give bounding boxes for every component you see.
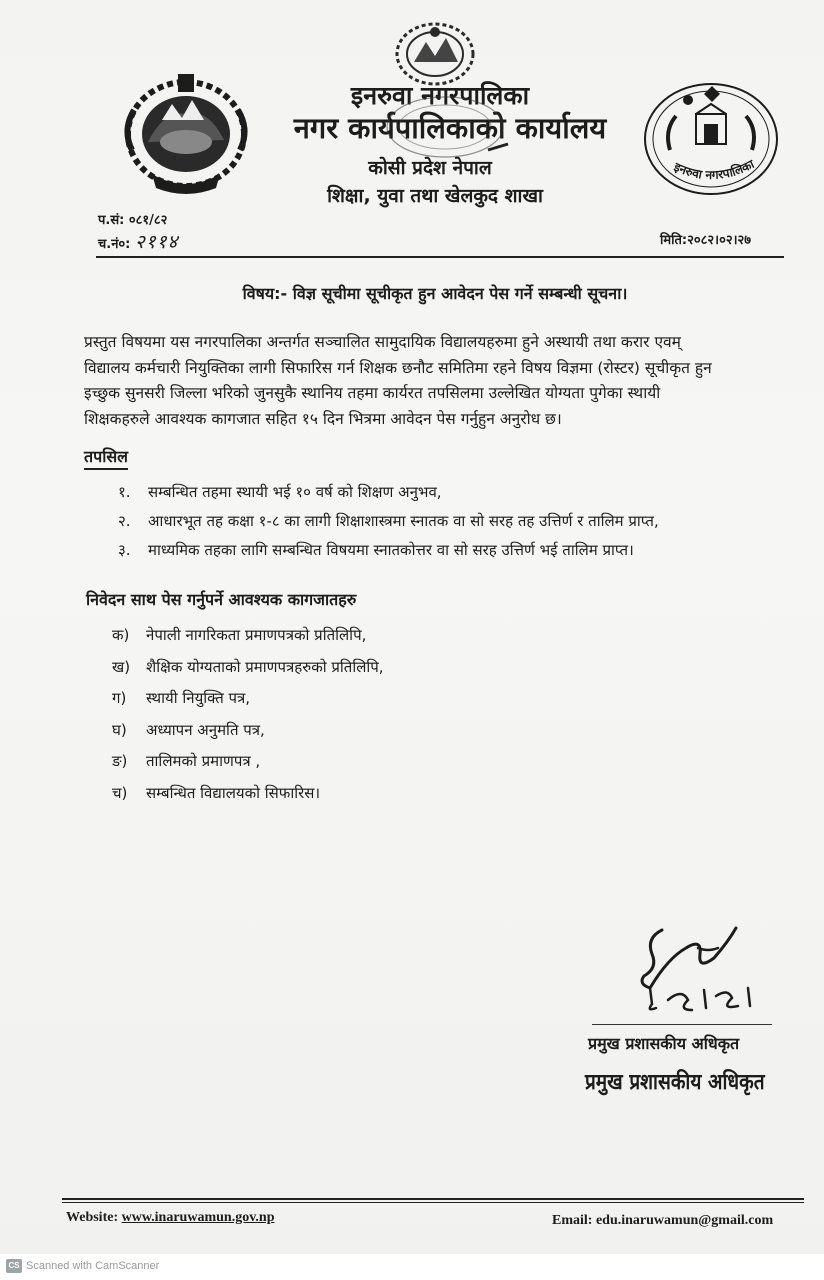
footer-website (66, 1210, 275, 1226)
list-item (118, 478, 798, 507)
list-item-text: सम्बन्धित तहमा स्थायी भई १० वर्ष को शिक्षण अनुभव, (148, 483, 442, 501)
list-item-text: शैक्षिक योग्यताको प्रमाणपत्रहरुको प्रतिलिपि, (146, 657, 384, 676)
signatory-title-stamp: प्रमुख प्रशासकीय अधिकृत (585, 1069, 765, 1095)
list-item (118, 536, 798, 565)
nepal-coat-of-arms-icon (112, 70, 260, 200)
list-item-number: क) (112, 626, 130, 644)
body-line: शिक्षकहरुले आवश्यक कागजात सहित १५ दिन भित्रमा आवेदन पेस गर्नुहुन अनुरोध छ। (84, 409, 562, 428)
body-line: प्रस्तुत विषयमा यस नगरपालिका अन्तर्गत सञ्चालित सामुदायिक विद्यालयहरुमा हुने अस्थायी तथा करार एवम् (84, 333, 681, 351)
dispatch-label: च.नं०: (98, 237, 135, 252)
signature-line (592, 1024, 772, 1025)
list-item-text: अध्यापन अनुमति पत्र, (146, 720, 265, 739)
footer-divider (62, 1198, 804, 1200)
list-item-number: ख) (112, 657, 131, 676)
body-paragraph (84, 330, 794, 432)
scanner-watermark-bar (0, 1254, 824, 1280)
office-name: नगर कार्यपालिकाको कार्यालय (293, 111, 607, 145)
list-item-text: सम्बन्धित विद्यालयको सिफारिस। (146, 783, 321, 802)
website-label: Website: (66, 1210, 122, 1225)
footer-email (552, 1213, 773, 1229)
handwritten-signature-icon (628, 918, 778, 1018)
list-item-text: स्थायी नियुक्ति पत्र, (146, 689, 251, 707)
email-address[interactable]: edu.inaruwamun@gmail.com (595, 1213, 774, 1228)
scanner-watermark-text: Scanned with CamScanner (26, 1260, 160, 1272)
body-line: इच्छुक सुनसरी जिल्ला भरिको जुनसुकै स्थानिय तहमा कार्यरत तपसिलमा उल्लेखित योग्यता पुगेका स्थायी (84, 384, 661, 402)
province-name: कोसी प्रदेश नेपाल (368, 157, 492, 179)
list-item (118, 507, 798, 536)
reference-number: प.सं: ०८१/८२ (98, 213, 168, 228)
documents-heading: निवेदन साथ पेस गर्नुपर्ने आवश्यक कागजातहरु (86, 590, 357, 609)
list-item (112, 620, 612, 652)
footer-divider-thin (62, 1202, 804, 1203)
list-item (112, 683, 612, 715)
email-label: Email: (552, 1213, 596, 1228)
signatory-title: प्रमुख प्रशासकीय अधिकृत (588, 1034, 740, 1053)
qualification-list (118, 478, 798, 565)
list-item (112, 715, 612, 747)
list-item-number: २. (118, 512, 131, 530)
municipality-seal-icon (640, 80, 782, 198)
list-item-number: ग) (112, 689, 127, 707)
list-item (112, 746, 612, 778)
office-stamp-icon (380, 92, 510, 162)
dispatch-value: २११४ (134, 231, 179, 253)
header-divider (96, 256, 784, 258)
list-item-number: घ) (112, 720, 127, 739)
municipality-name: इनरुवा नगरपालिका (350, 81, 530, 110)
tapasil-heading: तपसिल (84, 446, 128, 470)
body-line: विद्यालय कर्मचारी नियुक्तिका लागी सिफारिस गर्न शिक्षक छनौट समितिमा रहने विषय विज्ञमा (रोस्टर) सूचीकृत हुन (84, 358, 712, 377)
subject-line: विषय:- विज्ञ सूचीमा सूचीकृत हुन आवेदन पेस गर्ने सम्बन्धी सूचना। (242, 284, 628, 303)
list-item (112, 778, 612, 810)
list-item-number: १. (118, 483, 131, 501)
branch-name: शिक्षा, युवा तथा खेलकुद शाखा (327, 185, 543, 207)
letter-date: मिति:२०८२।०२।२७ (660, 233, 752, 248)
website-link[interactable]: www.inaruwamun.gov.np (121, 1210, 275, 1225)
documents-list (112, 620, 612, 809)
list-item-text: नेपाली नागरिकता प्रमाणपत्रको प्रतिलिपि, (146, 626, 367, 644)
list-item-text: माध्यमिक तहका लागि सम्बन्धित विषयमा स्नातकोत्तर वा सो सरह उत्तिर्ण भई तालिम प्राप्त। (148, 541, 634, 559)
list-item-number: ङ) (112, 752, 128, 770)
list-item (112, 652, 612, 684)
list-item-text: आधारभूत तह कक्षा १-८ का लागी शिक्षाशास्त्रमा स्नातक वा सो सरह तह उत्तिर्ण र तालिम प्राप्त, (148, 512, 659, 530)
dispatch-number (98, 228, 178, 254)
list-item-number: ३. (118, 541, 131, 559)
list-item-text: तालिमको प्रमाणपत्र , (146, 752, 261, 770)
seal-text: इनरुवा नगरपालिका (671, 156, 757, 183)
list-item-number: च) (112, 783, 128, 802)
camscanner-logo-icon: CS (6, 1259, 22, 1273)
